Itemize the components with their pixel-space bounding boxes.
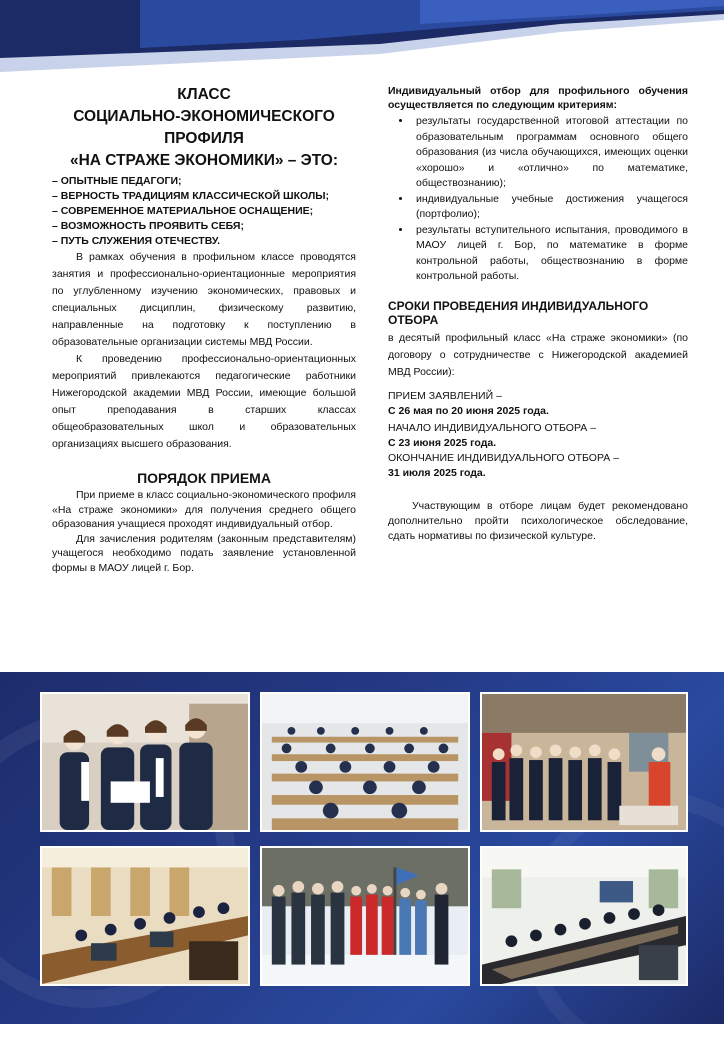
training-paragraph: В рамках обучения в профильном классе проводятся занятия и профессионально-ориентационные мероприятия по углубленному изучению экономических, правовых и специальных дисциплин, физическому развитию, направленные на подготовку к поступлению в образовательные организации системы МВД России. (52, 251, 356, 348)
benefits-list (52, 174, 356, 249)
benefit-item: – ВОЗМОЖНОСТЬ ПРОЯВИТЬ СЕБЯ; (52, 220, 244, 232)
benefit-item: – СОВРЕМЕННОЕ МАТЕРИАЛЬНОЕ ОСНАЩЕНИЕ; (52, 205, 314, 217)
benefit-item: – ПУТЬ СЛУЖЕНИЯ ОТЕЧЕСТВУ. (52, 235, 221, 247)
final-note: Участвующим в отборе лицам будет рекомендовано дополнительно пройти психологическое обследование, сдать нормативы по физической культуре. (388, 499, 688, 542)
title-line: ПРОФИЛЯ (164, 130, 244, 147)
left-column (52, 84, 356, 575)
admission-heading: ПОРЯДОК ПРИЕМА (137, 470, 271, 486)
selection-end-date: 31 июля 2025 года. (388, 466, 486, 479)
criteria-item: • результаты государственной итоговой аттестации по образовательным программам основного общего образования (из числа обучающихся, имеющих оценки «хорошо» и «отлично» по математике, обществознанию); (412, 114, 688, 192)
admission-paragraph: При приеме в класс социально-экономического профиля «На страже экономики» для получения среднего общего образования учащиеся проходят индивидуальный отбор. (52, 489, 356, 530)
photo-winter-outdoor (260, 846, 470, 986)
photo-meeting-hall (480, 846, 688, 986)
page-title (52, 84, 356, 172)
applications-label: ПРИЕМ ЗАЯВЛЕНИЙ – (388, 389, 502, 402)
criteria-item: • результаты вступительного испытания, проводимого в МАОУ лицей г. Бор, по математике в форме контрольной работы, обществознанию в форме контрольной работы. (412, 223, 688, 285)
title-line: СОЦИАЛЬНО-ЭКОНОМИЧЕСКОГО (73, 108, 335, 125)
title-line: КЛАСС (177, 86, 231, 103)
photo-museum-visit (480, 692, 688, 832)
header-decoration (0, 0, 724, 80)
applications-dates: С 26 мая по 20 июня 2025 года. (388, 404, 549, 417)
deadlines-list (388, 389, 688, 481)
selection-start-label: НАЧАЛО ИНДИВИДУАЛЬНОГО ОТБОРА – (388, 421, 597, 434)
photo-students-reading (40, 692, 250, 832)
criteria-heading: Индивидуальный отбор для профильного обучения осуществляется по следующим критериям: (388, 85, 688, 111)
title-line: «НА СТРАЖЕ ЭКОНОМИКИ» – ЭТО: (69, 152, 339, 169)
criteria-list (388, 114, 688, 285)
teachers-paragraph: К проведению профессионально-ориентационных мероприятий привлекаются педагогические работники Нижегородской академии МВД России, имеющие большой опыт преподавания в старших классах общеобразовательных школ и образовательных организациях высшего образования. (52, 353, 356, 450)
benefit-item: – ВЕРНОСТЬ ТРАДИЦИЯМ КЛАССИЧЕСКОЙ ШКОЛЫ; (52, 190, 330, 202)
right-column (388, 84, 688, 544)
enrollment-paragraph: Для зачисления родителям (законным представителям) учащегося необходимо подать заявление установленной формы в МАОУ лицей г. Бор. (52, 532, 356, 574)
criteria-item: • индивидуальные учебные достижения учащегося (портфолио); (412, 192, 688, 223)
deadlines-heading: СРОКИ ПРОВЕДЕНИЯ ИНДИВИДУАЛЬНОГО ОТБОРА (388, 298, 649, 327)
deadlines-intro: в десятый профильный класс «На страже экономики» (по договору о сотрудничестве с Нижегородской академией МВД России): (388, 331, 688, 378)
benefit-item: – ОПЫТНЫЕ ПЕДАГОГИ; (52, 175, 182, 187)
photo-conference-room (40, 846, 250, 986)
photo-lecture-hall (260, 692, 470, 832)
selection-start-date: С 23 июня 2025 года. (388, 436, 497, 449)
selection-end-label: ОКОНЧАНИЕ ИНДИВИДУАЛЬНОГО ОТБОРА – (388, 451, 620, 464)
